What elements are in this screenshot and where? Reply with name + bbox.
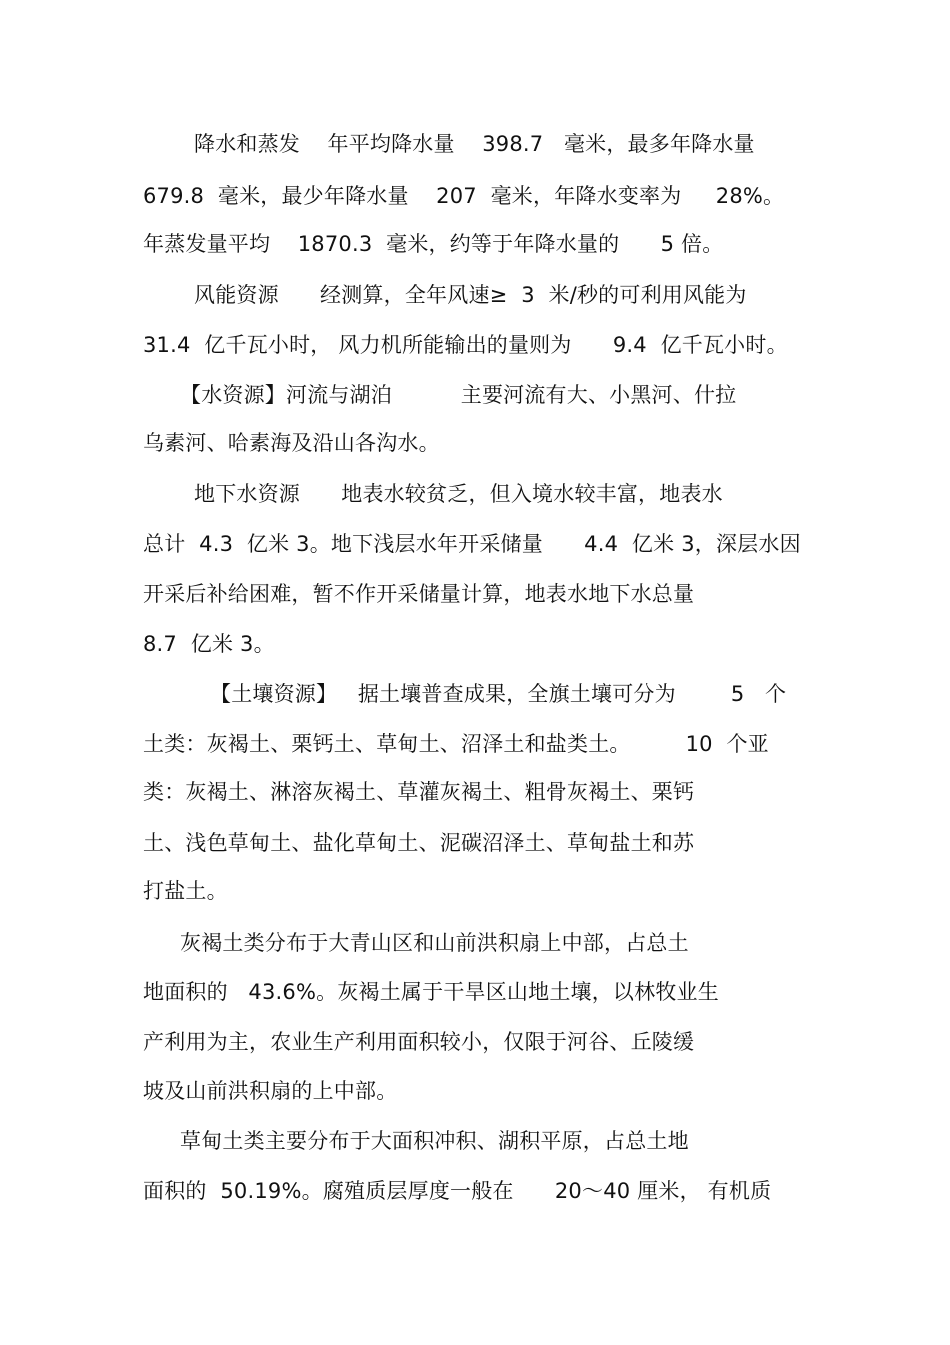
text-line: 8.7 亿米 3。 <box>143 632 275 656</box>
text-line: 坡及山前洪积扇的上中部。 <box>143 1079 398 1103</box>
text-line: 土类：灰褐土、栗钙土、草甸土、沼泽土和盐类土。 10 个亚 <box>143 732 769 756</box>
text-line: 乌素河、哈素海及沿山各沟水。 <box>143 431 440 455</box>
text-line: 类：灰褐土、淋溶灰褐土、草灌灰褐土、粗骨灰褐土、栗钙 <box>143 780 695 804</box>
text-line: 679.8 毫米，最少年降水量 207 毫米，年降水变率为 28%。 <box>143 184 785 208</box>
text-line: 地下水资源 地表水较贫乏，但入境水较丰富，地表水 <box>194 482 723 506</box>
text-line: 降水和蒸发 年平均降水量 398.7 毫米，最多年降水量 <box>194 132 755 156</box>
text-line: 31.4 亿千瓦小时， 风力机所能输出的量则为 9.4 亿千瓦小时。 <box>143 333 788 357</box>
text-line: 【土壤资源】 据土壤普查成果，全旗土壤可分为 5 个 <box>210 682 787 706</box>
text-line: 风能资源 经测算，全年风速≥ 3 米/秒的可利用风能为 <box>194 283 747 307</box>
text-line: 产利用为主，农业生产利用面积较小，仅限于河谷、丘陵缓 <box>143 1030 695 1054</box>
text-line: 年蒸发量平均 1870.3 毫米，约等于年降水量的 5 倍。 <box>143 232 724 256</box>
text-line: 地面积的 43.6%。灰褐土属于干旱区山地土壤，以林牧业生 <box>143 980 719 1004</box>
text-line: 草甸土类主要分布于大面积冲积、湖积平原，占总土地 <box>180 1129 689 1153</box>
text-line: 灰褐土类分布于大青山区和山前洪积扇上中部，占总土 <box>180 931 689 955</box>
text-line: 打盐土。 <box>143 879 228 903</box>
text-line: 开采后补给困难，暂不作开采储量计算，地表水地下水总量 <box>143 582 695 606</box>
text-line: 总计 4.3 亿米 3。地下浅层水年开采储量 4.4 亿米 3，深层水因 <box>143 532 801 556</box>
text-line: 【水资源】河流与湖泊 主要河流有大、小黑河、什拉 <box>180 383 737 407</box>
text-line: 面积的 50.19%。腐殖质层厚度一般在 20～40 厘米， 有机质 <box>143 1179 772 1203</box>
text-line: 土、浅色草甸土、盐化草甸土、泥碳沼泽土、草甸盐土和苏 <box>143 831 695 855</box>
